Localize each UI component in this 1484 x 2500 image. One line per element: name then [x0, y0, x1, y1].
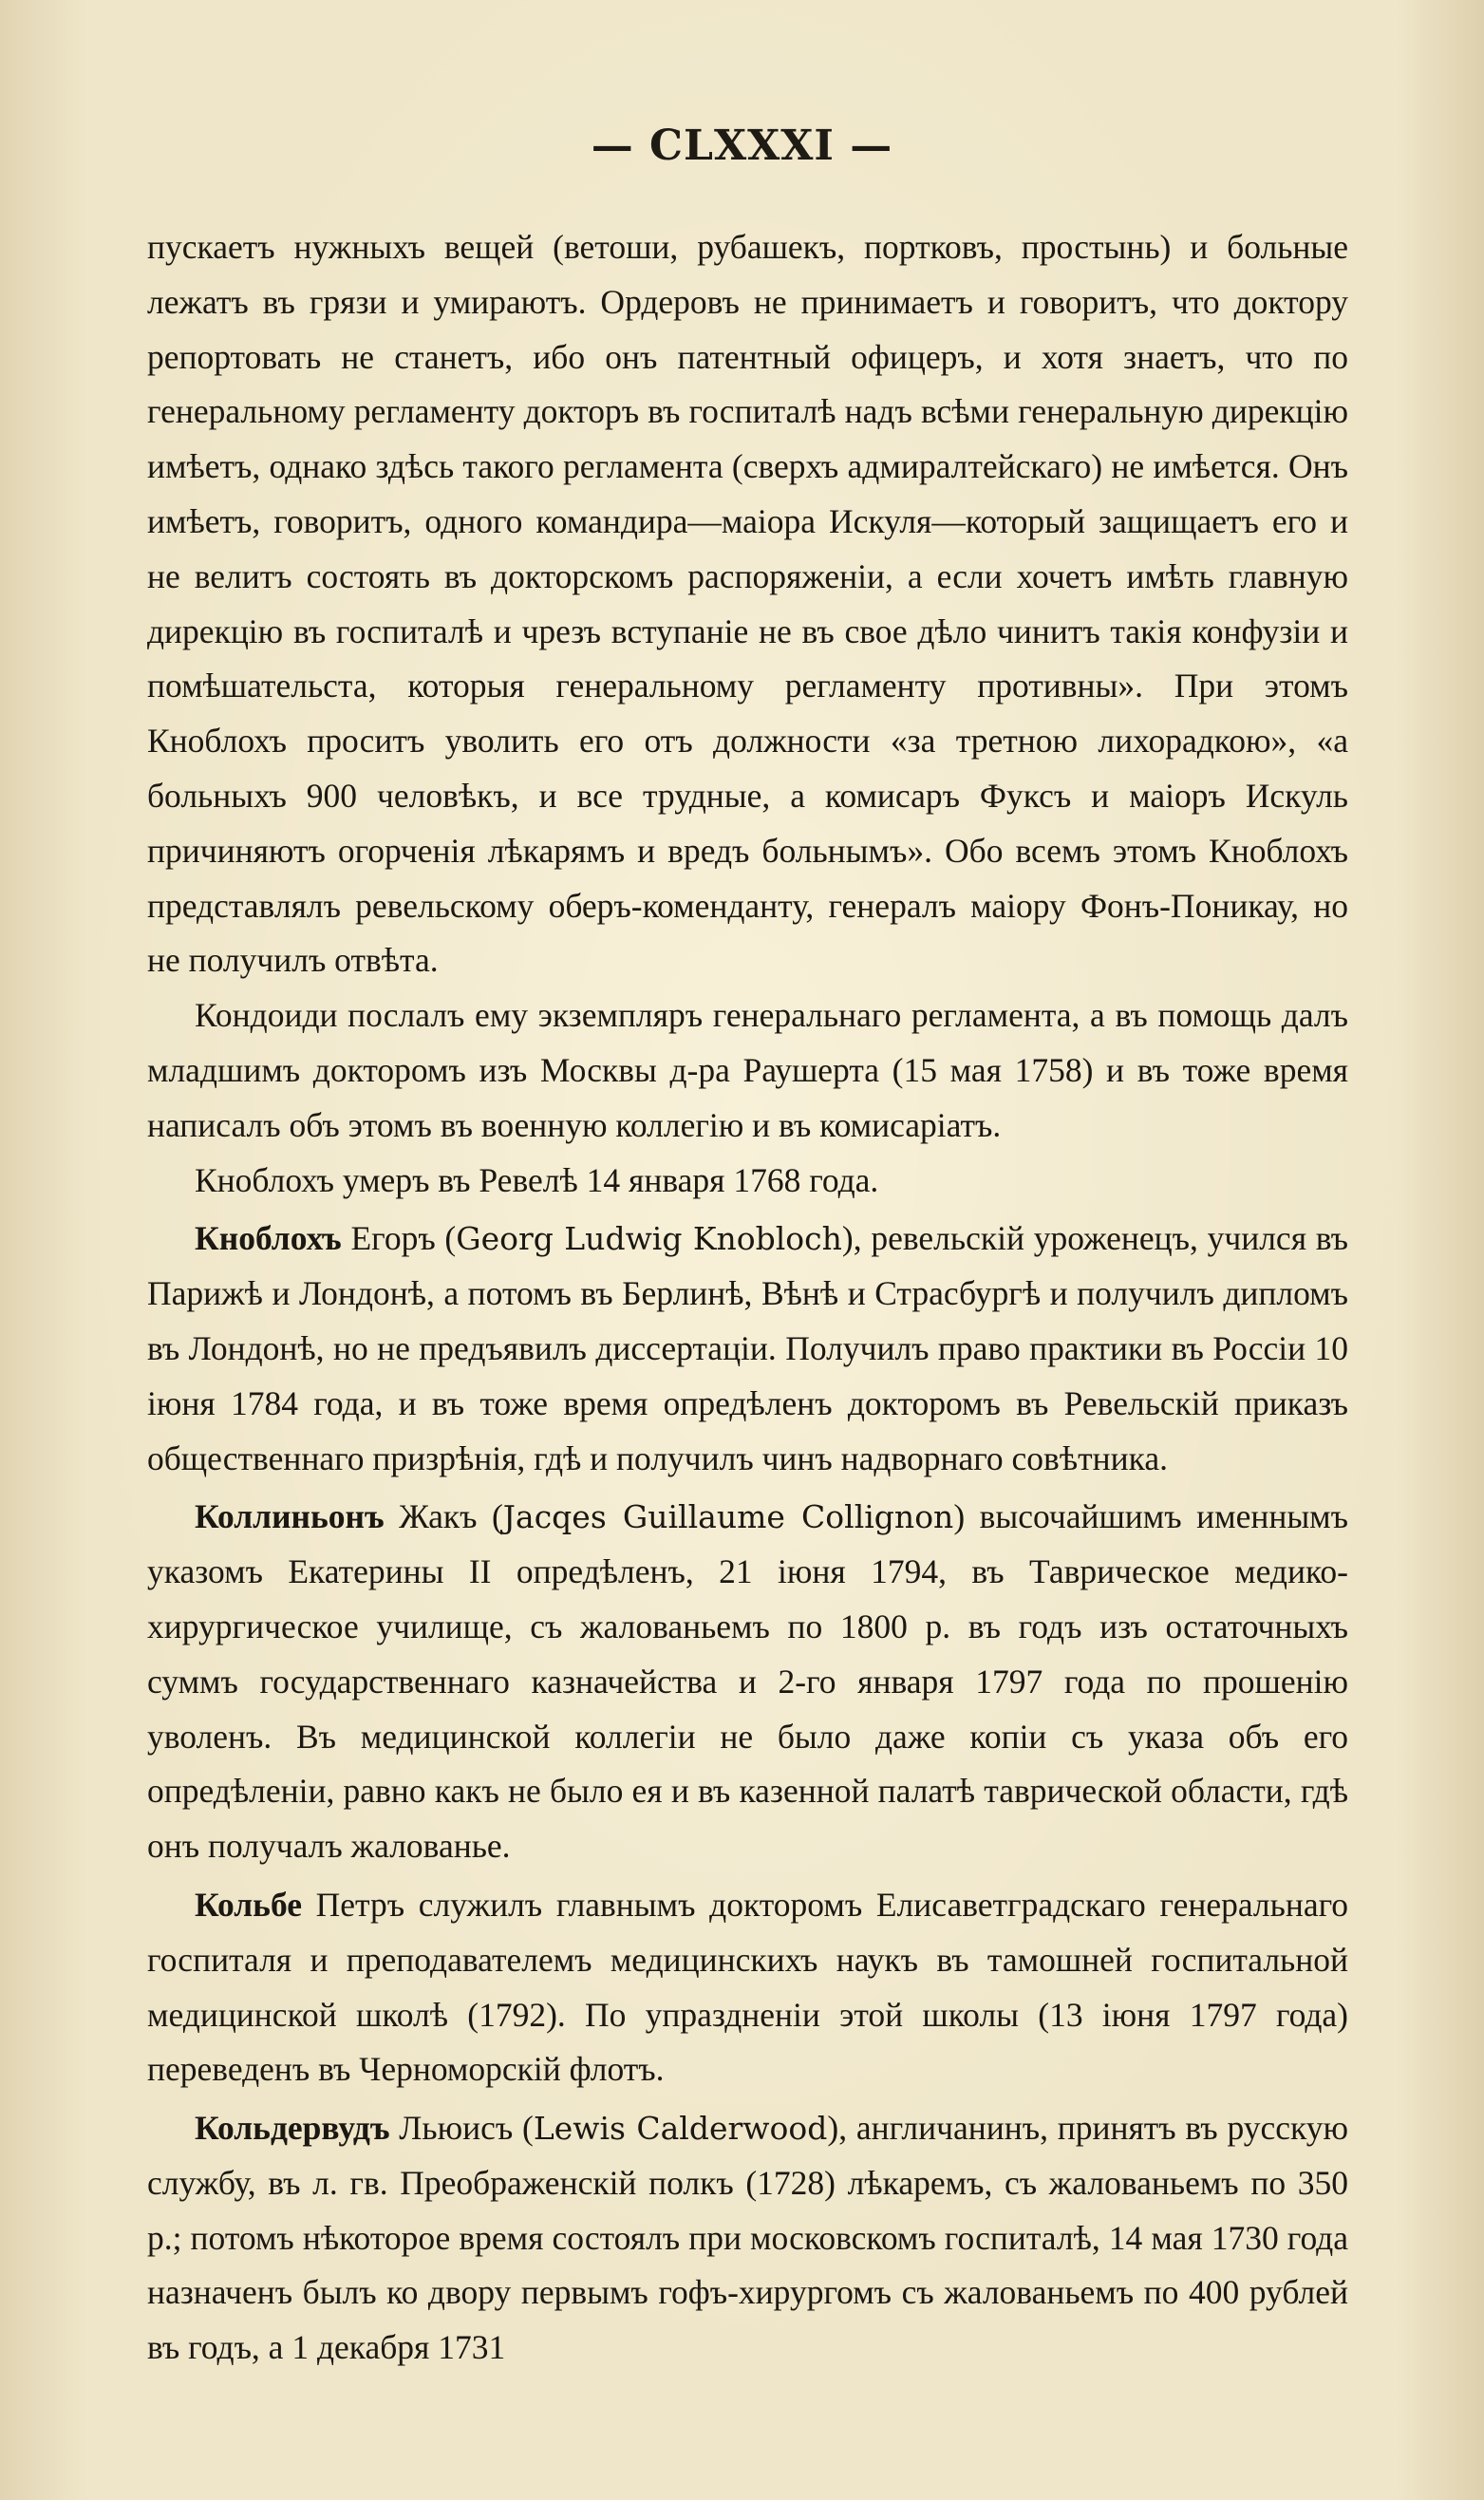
body-text	[147, 220, 1348, 2376]
entry-headword: Кольбе	[195, 1885, 302, 1924]
entry-given-name: Льюисъ (	[389, 2109, 534, 2148]
entry-latin-name: Georg Ludwig Knobloch	[456, 1220, 842, 1258]
entry-collignon	[147, 1490, 1348, 1874]
entry-latin-name: Jacqes Guillaume Collignon	[502, 1498, 954, 1536]
entry-text: ), ревельскій уроженецъ, учился въ Парижѣ и Лондонѣ, а потомъ въ Берлинѣ, Вѣнѣ и Страсбургѣ и получилъ дипломъ въ Лондонѣ, но не предъявилъ диссертаціи. Получилъ право практики въ Россіи 10 іюня 1784 года, и въ тоже время опредѣленъ докторомъ въ Ревельскій приказъ общественнаго призрѣнія, гдѣ и получилъ чинъ надворнаго совѣтника.	[147, 1219, 1349, 1477]
entry-headword: Кноблохъ	[195, 1219, 342, 1258]
entry-given-name: Егоръ (	[341, 1219, 457, 1258]
entry-headword: Коллиньонъ	[195, 1497, 385, 1536]
entry-calderwood	[147, 2101, 1348, 2376]
entry-given-name: Жакъ (	[384, 1497, 503, 1536]
page-number-header: — CLXXXI —	[591, 122, 893, 170]
entry-latin-name: Lewis Calderwood	[533, 2110, 828, 2148]
entry-text: ) высочайшимъ именнымъ указомъ Екатерины II опредѣленъ, 21 іюня 1794, въ Таврическое медико-хирургическое училище, съ жалованьемъ по 1800 р. въ годъ изъ остаточныхъ суммъ государственнаго казначейства и 2-го января 1797 года по прошенію уволенъ. Въ медицинской коллегіи не было даже копіи съ указа объ его опредѣленіи, равно какъ не было ея и въ казенной палатѣ таврической области, гдѣ онъ получалъ жалованье.	[147, 1497, 1348, 1866]
entry-kolbe	[147, 1878, 1348, 2097]
entry-knobloch-egor	[147, 1212, 1348, 1486]
paragraph-kondoidi: Кондоиди послалъ ему экземпляръ генеральнаго регламента, а въ помощь далъ младшимъ докторомъ изъ Москвы д-ра Раушерта (15 мая 1758) и въ тоже время написалъ объ этомъ въ военную коллегію и въ комисаріатъ.	[147, 996, 1348, 1144]
entry-headword: Кольдервудъ	[195, 2109, 390, 2148]
entry-text: ), англичанинъ, принятъ въ русскую службу, въ л. гв. Преображенскій полкъ (1728) лѣкаремъ, съ жалованьемъ по 350 р.; потомъ нѣкоторое время состоялъ при московскомъ госпиталѣ, 14 мая 1730 года назначенъ былъ ко двору первымъ гофъ-хирургомъ съ жалованьемъ по 400 рублей въ годъ, а 1 декабря 1731	[147, 2109, 1349, 2367]
paragraph-knobloch-death: Кноблохъ умеръ въ Ревелѣ 14 января 1768 года.	[195, 1160, 879, 1199]
entry-given-name: Петръ служилъ главнымъ докторомъ Елисаветградскаго генеральнаго госпиталя и преподавателемъ медицинскихъ наукъ въ тамошней госпитальной медицинской школѣ (1792). По упраздненіи этой школы (13 іюня 1797 года) переведенъ въ Черноморскій флотъ.	[147, 1885, 1348, 2089]
paragraph-continuation: пускаетъ нужныхъ вещей (ветоши, рубашекъ, портковъ, простынь) и больные лежатъ въ грязи и умираютъ. Ордеровъ не принимаетъ и говоритъ, что доктору репортовать не станетъ, ибо онъ патентный офицеръ, и хотя знаетъ, что по генеральному регламенту докторъ въ госпиталѣ надъ всѣми генеральную дирекцію имѣетъ, однако здѣсь такого регламента (сверхъ адмиралтейскаго) не имѣется. Онъ имѣетъ, говоритъ, одного командира—маіора Искуля—который защищаетъ его и не велитъ состоять въ докторскомъ распоряженіи, а если хочетъ имѣть главную дирекцію въ госпиталѣ и чрезъ вступаніе не въ свое дѣло чинитъ такія конфузіи и помѣшательста, которыя генеральному регламенту противны». При этомъ Кноблохъ проситъ уволить его отъ должности «за третною лихорадкою», «а больныхъ 900 человѣкъ, и все трудные, а комисаръ Фуксъ и маіоръ Искуль причиняютъ огорченія лѣкарямъ и вредъ больнымъ». Обо всемъ этомъ Кноблохъ представлялъ ревельскому оберъ-коменданту, генералъ маіору Фонъ-Поникау, но не получилъ отвѣта.	[147, 228, 1348, 980]
